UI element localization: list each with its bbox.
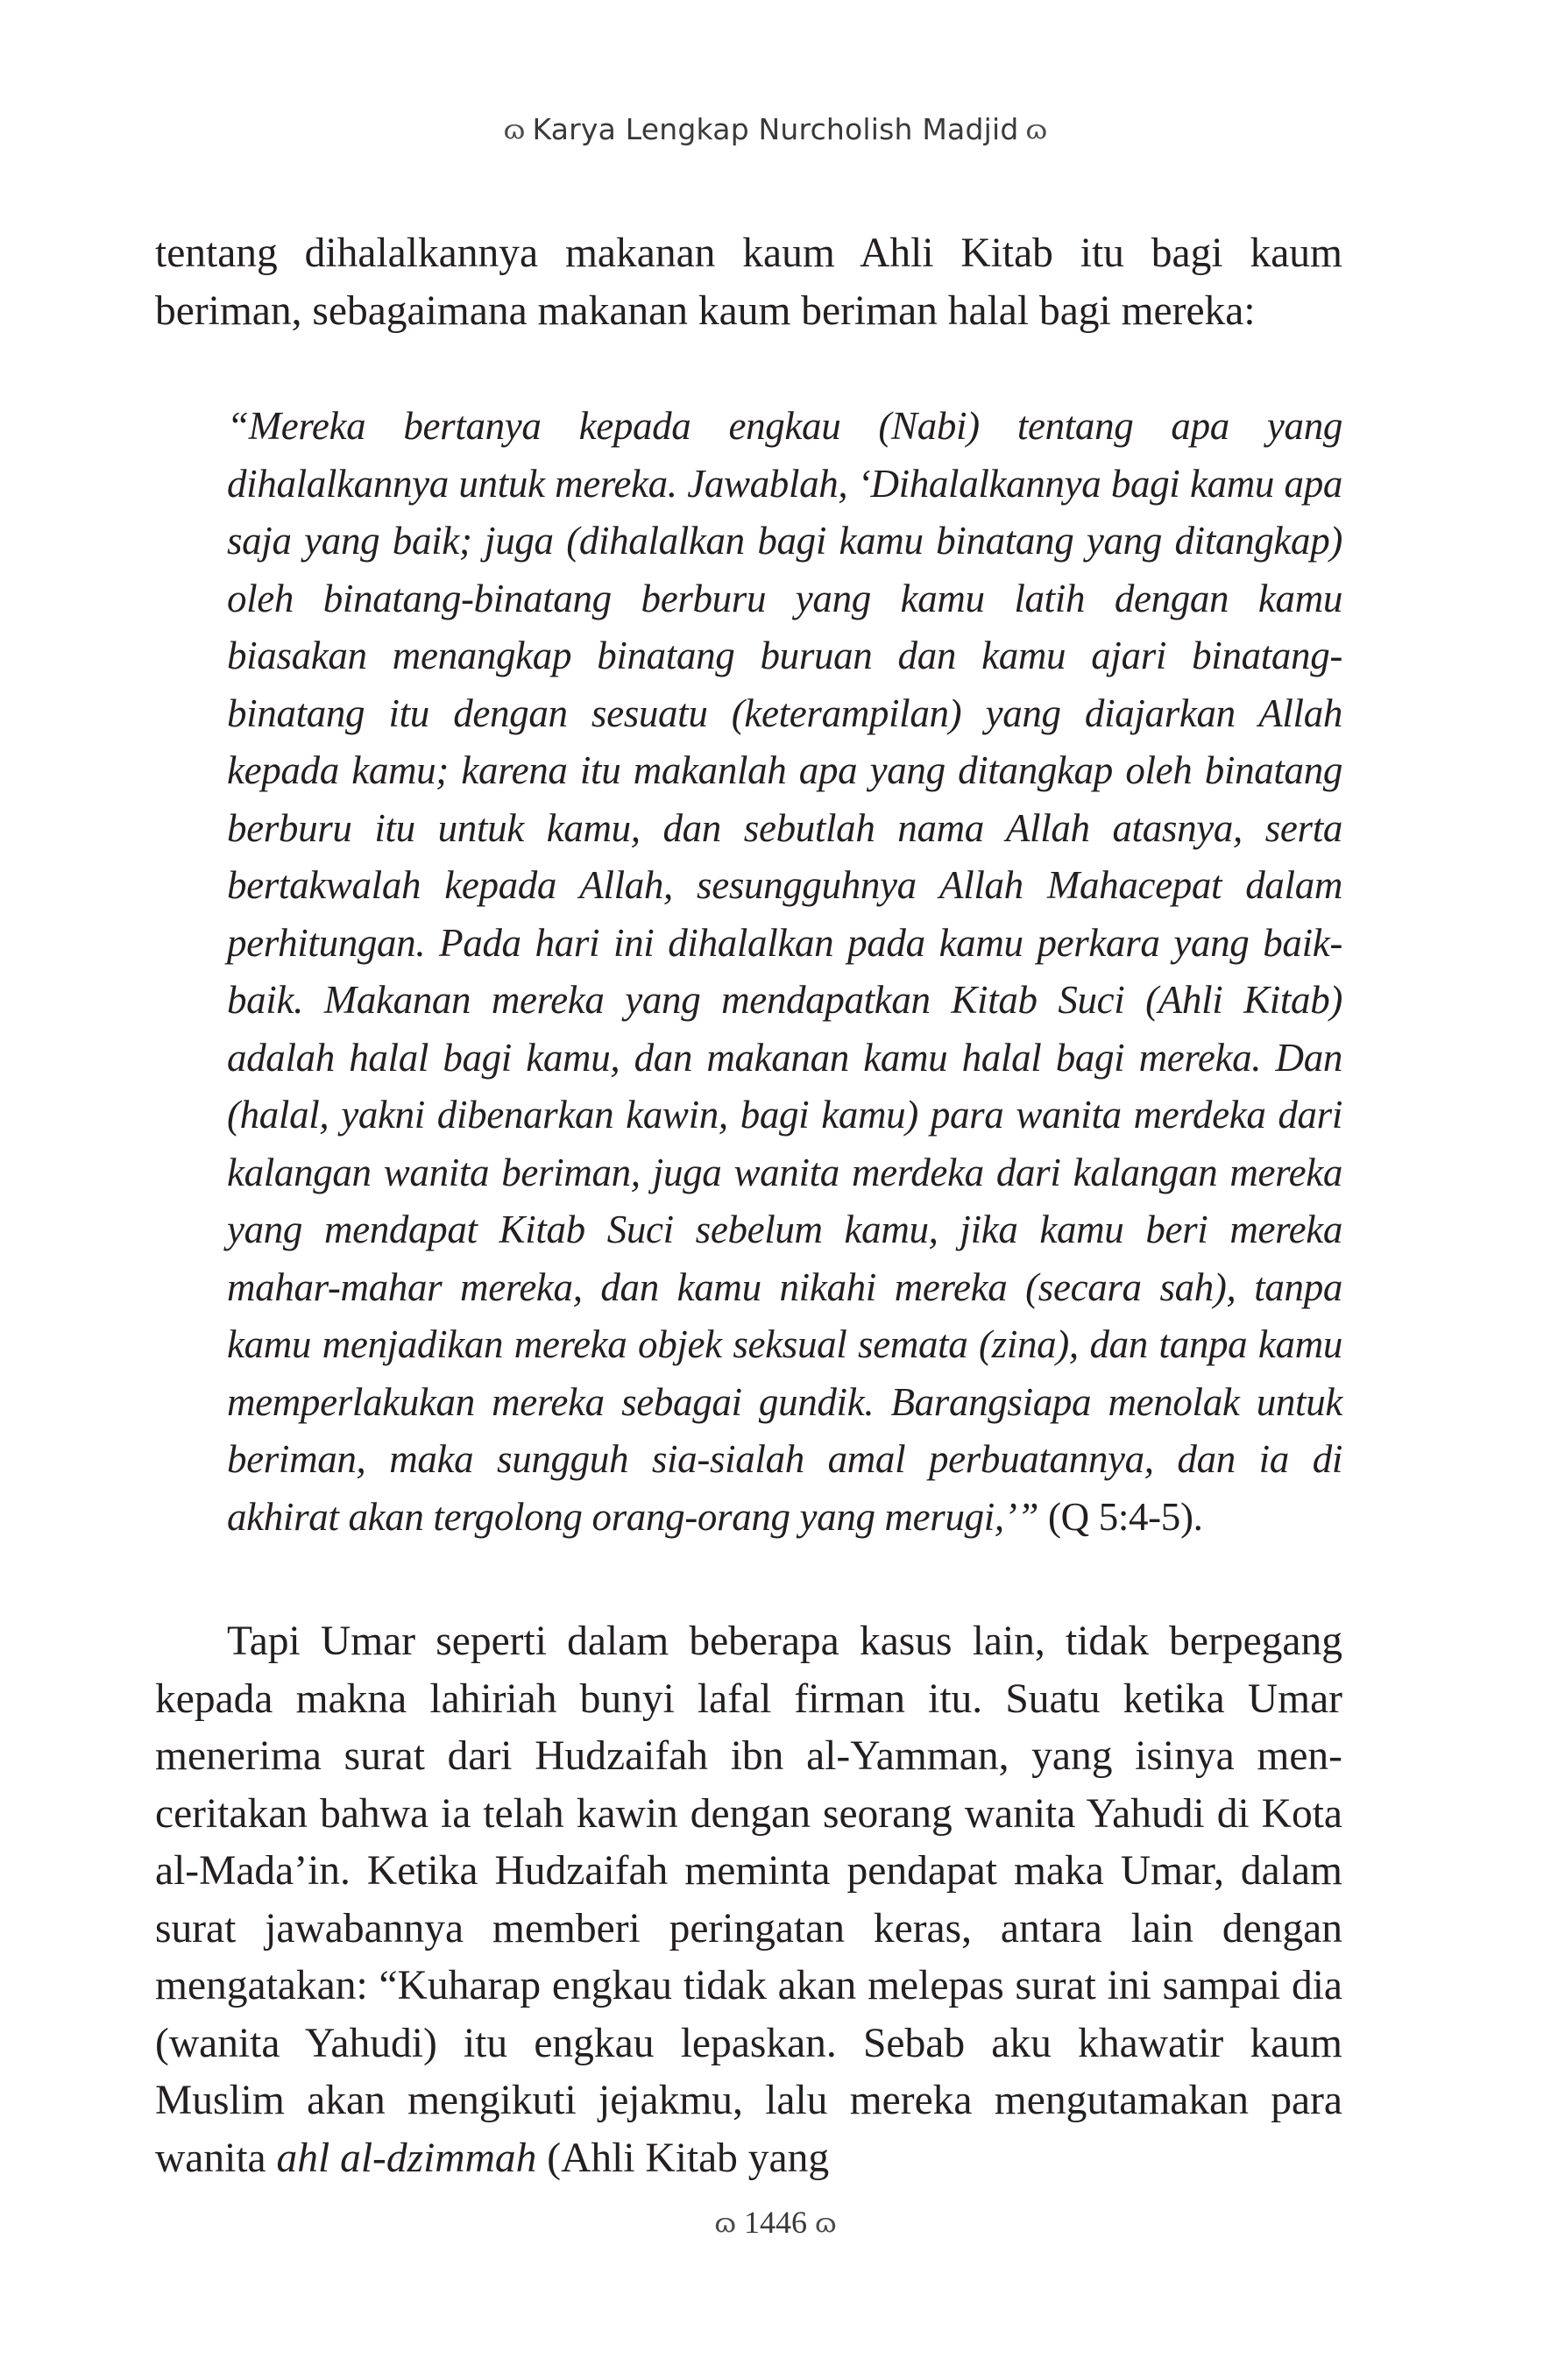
page-number: 1446 [744, 2205, 807, 2240]
paragraph-text-after: (Ahli Kitab yang [536, 2135, 830, 2181]
book-title: Karya Lengkap Nurcholish Madjid [532, 112, 1019, 146]
footer-ornament-left-icon: ɷ [714, 2208, 736, 2239]
italic-term: ahl al-dzimmah [276, 2135, 537, 2181]
footer-ornament-right-icon: ɷ [815, 2208, 837, 2239]
quran-quotation [227, 398, 1342, 1546]
paragraph-text-before: Tapi Umar seperti dalam beberapa kasus lain, tidak berpegang kepada makna lahiriah bunyi lafal firman itu. Suatu ketika Umar menerima surat dari Hudzaifah ibn al-Yamman, yang isinya menceritakan bahwa ia telah kawin dengan seorang wanita Yahudi di Kota al-Mada’in. Ketika Hudzaifah meminta pendapat maka Umar, dalam surat jawabannya memberi peringatan keras, antara lain dengan mengatakan: “Kuharap engkau tidak akan melepas surat ini sampai dia (wanita Yahudi) itu engkau lepaskan. Sebab aku khawatir kaum Muslim akan mengikuti jejakmu, lalu mereka mengutamakan para wanita [155, 1619, 1342, 2181]
ornament-left-icon: ɷ [503, 115, 526, 145]
paragraph-intro: tentang dihalalkannya makanan kaum Ahli Kitab itu bagi kaum beriman, sebagaimana makanan kaum beriman halal bagi mereka: [155, 230, 1342, 334]
quotation-text: “Mereka bertanya kepada engkau (Nabi) tentang apa yang dihalalkannya untuk mereka. Jawablah, ‘Dihalalkannya bagi kamu apa saja yang baik; juga (dihalalkan bagi kamu binatang yang ditangkap) oleh binatang-binatang berburu yang kamu latih dengan kamu biasakan menangkap binatang buruan dan kamu ajari binatang-binatang itu dengan sesuatu (keterampilan) yang diajarkan Allah kepada kamu; karena itu makanlah apa yang ditangkap oleh binatang berburu itu untuk kamu, dan sebutlah nama Allah atasnya, serta bertakwalah kepada Allah, sesungguhnya Allah Mahacepat dalam perhitungan. Pada hari ini dihalalkan pada kamu perkara yang baik-baik. Makanan mereka yang mendapatkan Kitab Suci (Ahli Kitab) adalah halal bagi kamu, dan makanan kamu halal bagi mereka. Dan (halal, yakni dibenarkan kawin, bagi kamu) para wanita merdeka dari kalangan wanita beriman, juga wanita merdeka dari kalangan mereka yang mendapat Kitab Suci sebelum kamu, jika kamu beri mereka mahar-mahar mereka, dan kamu nikahi mereka (secara sah), tanpa kamu menjadikan mereka objek seksual semata (zina), dan tanpa kamu memperlakukan mereka sebagai gundik. Barangsiapa menolak untuk beriman, maka sungguh sia-sialah amal perbuatannya, dan ia di akhirat akan tergolong orang-orang yang merugi,’” [227, 404, 1342, 1539]
running-header [0, 112, 1551, 146]
page-footer [0, 2204, 1551, 2241]
quotation-reference: (Q 5:4-5). [1038, 1494, 1203, 1539]
ornament-right-icon: ɷ [1025, 115, 1048, 145]
paragraph-umar [155, 1613, 1342, 2187]
